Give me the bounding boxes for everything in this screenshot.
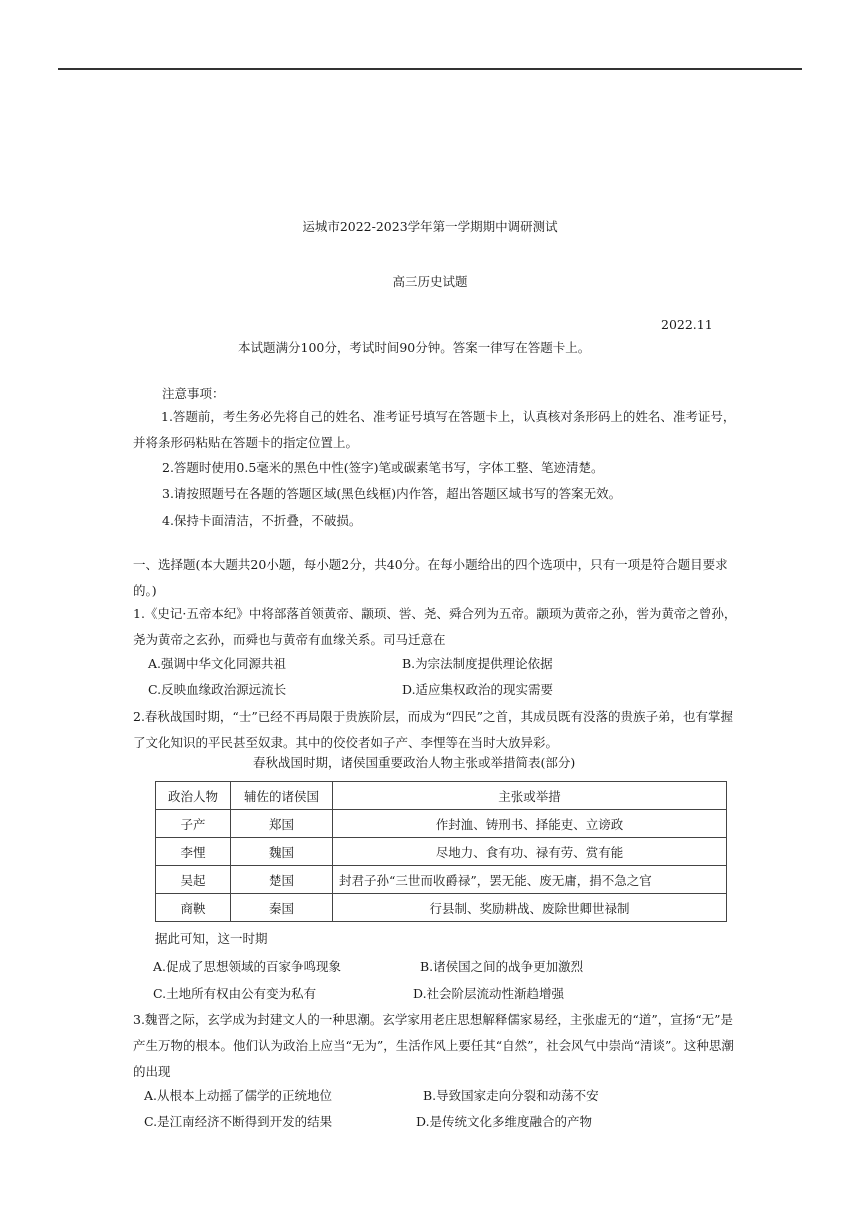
table-cell: 子产	[156, 810, 231, 838]
top-rule	[58, 68, 802, 70]
table-row	[156, 866, 727, 894]
table-cell: 魏国	[231, 838, 333, 866]
table-cell: 吴起	[156, 866, 231, 894]
question-2-option-c: C.土地所有权由公有变为私有	[153, 986, 317, 1001]
exam-title: 运城市2022-2023学年第一学期期中调研测试	[302, 219, 558, 234]
exam-date: 2022.11	[661, 317, 713, 332]
note-item: 2.答题时使用0.5毫米的黑色中性(签字)笔或碳素笔书写，字体工整、笔迹清楚。	[162, 460, 604, 475]
question-3-option-c: C.是江南经济不断得到开发的结果	[144, 1114, 333, 1129]
question-1-option-c: C.反映血缘政治源远流长	[148, 682, 287, 697]
table-cell: 行县制、奖励耕战、废除世卿世禄制	[333, 894, 727, 922]
table-title: 春秋战国时期，诸侯国重要政治人物主张或举措简表(部分)	[253, 755, 576, 770]
question-3-option-d: D.是传统文化多维度融合的产物	[416, 1114, 593, 1129]
question-2-option-d: D.社会阶层流动性渐趋增强	[413, 986, 565, 1001]
policy-table	[155, 781, 727, 922]
exam-intro: 本试题满分100分，考试时间90分钟。答案一律写在答题卡上。	[238, 340, 591, 355]
question-3-option-a: A.从根本上动摇了儒学的正统地位	[144, 1088, 333, 1103]
note-item: 4.保持卡面清洁，不折叠，不破损。	[162, 513, 362, 528]
question-1-option-b: B.为宗法制度提供理论依据	[402, 656, 553, 671]
question-2-option-b: B.诸侯国之间的战争更加激烈	[420, 959, 584, 974]
question-3-stem: 3.魏晋之际，玄学成为封建文人的一种思潮。玄学家用老庄思想解释儒家易经，主张虚无的“道”，宣扬“无”是产生万物的根本。他们认为政治上应当“无为”，生活作风上要任其“自然”，社会风气中崇尚“清谈”。这种思潮的出现	[133, 1012, 734, 1079]
table-cell: 封君子孙“三世而收爵禄”，罢无能、废无庸，捐不急之官	[333, 866, 727, 894]
section-heading: 一、选择题(本大题共20小题，每小题2分，共40分。在每小题给出的四个选项中，只有一项是符合题目要求的。)	[133, 557, 728, 598]
table-header-cell: 主张或举措	[333, 782, 727, 810]
table-header-cell: 辅佐的诸侯国	[231, 782, 333, 810]
table-cell: 作封洫、铸刑书、择能吏、立谤政	[333, 810, 727, 838]
table-cell: 商鞅	[156, 894, 231, 922]
table-row	[156, 838, 727, 866]
table-row	[156, 810, 727, 838]
table-cell: 郑国	[231, 810, 333, 838]
question-2-option-a: A.促成了思想领域的百家争鸣现象	[153, 959, 342, 974]
question-1-option-d: D.适应集权政治的现实需要	[402, 682, 554, 697]
question-3-option-b: B.导致国家走向分裂和动荡不安	[423, 1088, 599, 1103]
table-header-row	[156, 782, 727, 810]
table-cell: 楚国	[231, 866, 333, 894]
table-cell: 尽地力、食有功、禄有劳、赏有能	[333, 838, 727, 866]
table-cell: 李悝	[156, 838, 231, 866]
exam-subtitle: 高三历史试题	[392, 274, 468, 289]
note-item: 3.请按照题号在各题的答题区域(黑色线框)内作答，超出答题区域书写的答案无效。	[162, 486, 622, 501]
question-1-stem: 1.《史记·五帝本纪》中将部落首领黄帝、颛顼、喾、尧、舜合列为五帝。颛顼为黄帝之孙，喾为黄帝之曾孙，尧为黄帝之玄孙，而舜也与黄帝有血缘关系。司马迁意在	[133, 606, 737, 647]
table-cell: 秦国	[231, 894, 333, 922]
table-header-cell: 政治人物	[156, 782, 231, 810]
question-2-lead: 据此可知，这一时期	[155, 931, 268, 946]
notes-heading: 注意事项：	[162, 386, 225, 401]
table-row	[156, 894, 727, 922]
question-2-stem: 2.春秋战国时期，“士”已经不再局限于贵族阶层，而成为“四民”之首，其成员既有没落的贵族子弟，也有掌握了文化知识的平民甚至奴隶。其中的佼佼者如子产、李悝等在当时大放异彩。	[133, 709, 733, 750]
note-item: 1.答题前，考生务必先将自己的姓名、准考证号填写在答题卡上，认真核对条形码上的姓名、准考证号，并将条形码粘贴在答题卡的指定位置上。	[133, 409, 736, 450]
question-1-option-a: A.强调中华文化同源共祖	[148, 656, 287, 671]
